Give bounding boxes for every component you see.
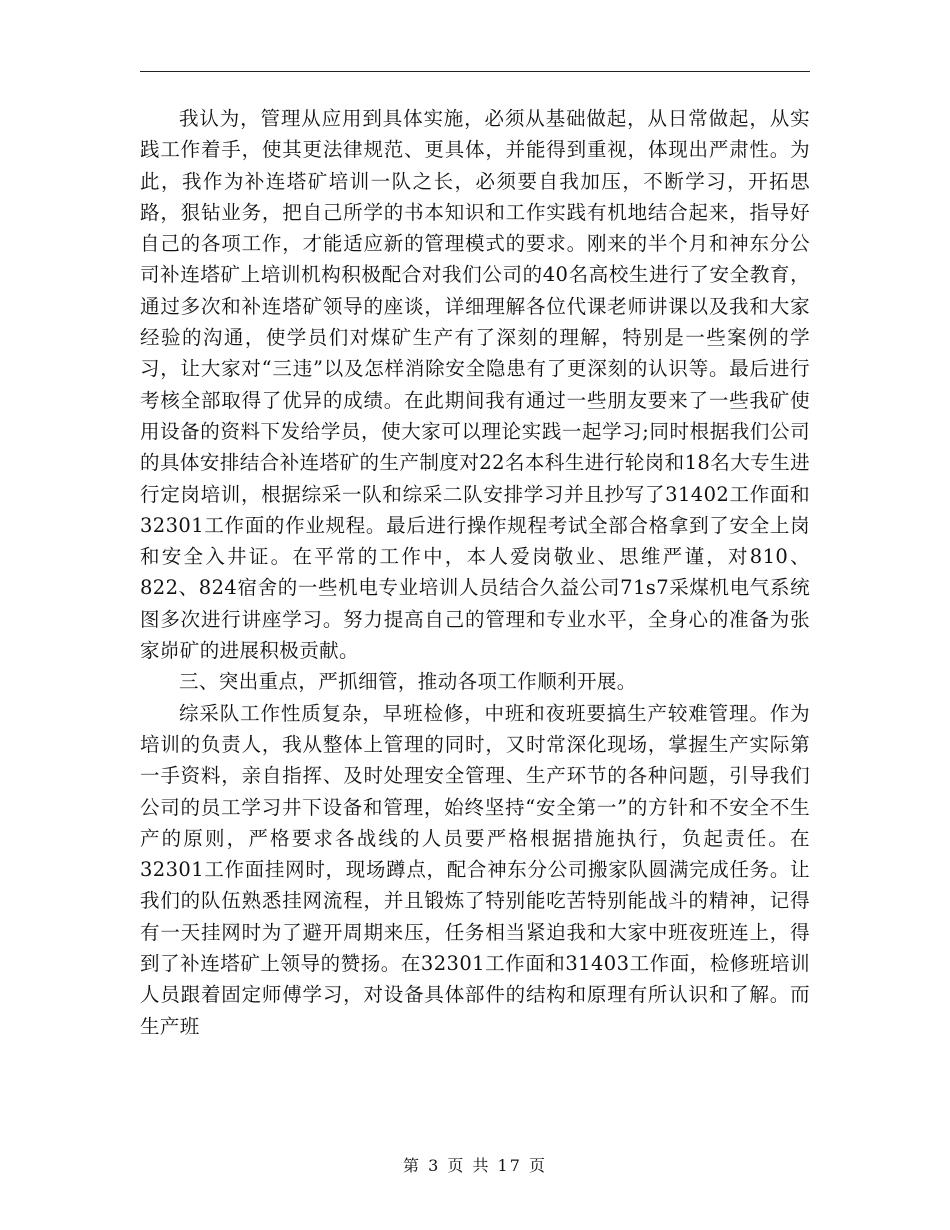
section-heading-3: 三、突出重点，严抓细管，推动各项工作顺利开展。 [179,670,637,694]
footer-suffix: 页 [529,1156,548,1175]
footer-page-number: 3 [428,1156,441,1175]
document-body [140,103,810,1042]
body-paragraph-1: 我认为，管理从应用到具体实施，必须从基础做起，从日常做起，从实践工作着手，使其更法律规范、更具体，并能得到重视，体现出严肃性。为此，我作为补连塔矿培训一队之长，必须要自我加压，不断学习，开拓思路，狠钻业务，把自己所学的书本知识和工作实践有机地结合起来，指导好自己的各项工作，才能适应新的管理模式的要求。刚来的半个月和神东分公司补连塔矿上培训机构积极配合对我们公司的40名高校生进行了安全教育，通过多次和补连塔矿领导的座谈，详细理解各位代课老师讲课以及我和大家经验的沟通，使学员们对煤矿生产有了深刻的理解，特别是一些案例的学习，让大家对“三违”以及怎样消除安全隐患有了更深刻的认识等。最后进行考核全部取得了优异的成绩。在此期间我有通过一些朋友要来了一些我矿使用设备的资料下发给学员，使大家可以理论实践一起学习;同时根据我们公司的具体安排结合补连塔矿的生产制度对22名本科生进行轮岗和18名大专生进行定岗培训，根据综采一队和综采二队安排学习并且抄写了31402工作面和32301工作面的作业规程。最后进行操作规程考试全部合格拿到了安全上岗和安全入井证。在平常的工作中，本人爱岗敬业、思维严谨，对810、 822、824宿舍的一些机电专业培训人员结合久益公司71s7采煤机电气系统图多次进行讲座学习。努力提高自己的管理和专业水平，全身心的准备为张家峁矿的进展积极贡献。 [140,107,810,663]
footer-total-pages: 17 [497,1156,522,1175]
body-paragraph-2: 综采队工作性质复杂，早班检修，中班和夜班要搞生产较难管理。作为培训的负责人，我从整体上管理的同时，又时常深化现场，掌握生产实际第一手资料，亲自指挥、及时处理安全管理、生产环节的各种问题，引导我们公司的员工学习井下设备和管理，始终坚持“安全第一”的方针和不安全不生产的原则，严格要求各战线的人员要严格根据措施执行，负起责任。在32301工作面挂网时，现场蹲点，配合神东分公司搬家队圆满完成任务。让我们的队伍熟悉挂网流程，并且锻炼了特别能吃苦特别能战斗的精神，记得有一天挂网时为了避开周期来压，任务相当紧迫我和大家中班夜班连上，得到了补连塔矿上领导的赞扬。在32301工作面和31403工作面，检修班培训人员跟着固定师傅学习，对设备具体部件的结构和原理有所认识和了解。而生产班 [140,701,810,1038]
header-rule [140,71,810,72]
footer-middle: 页 共 [447,1156,491,1175]
page-footer [0,1153,950,1176]
footer-prefix: 第 [402,1156,421,1175]
